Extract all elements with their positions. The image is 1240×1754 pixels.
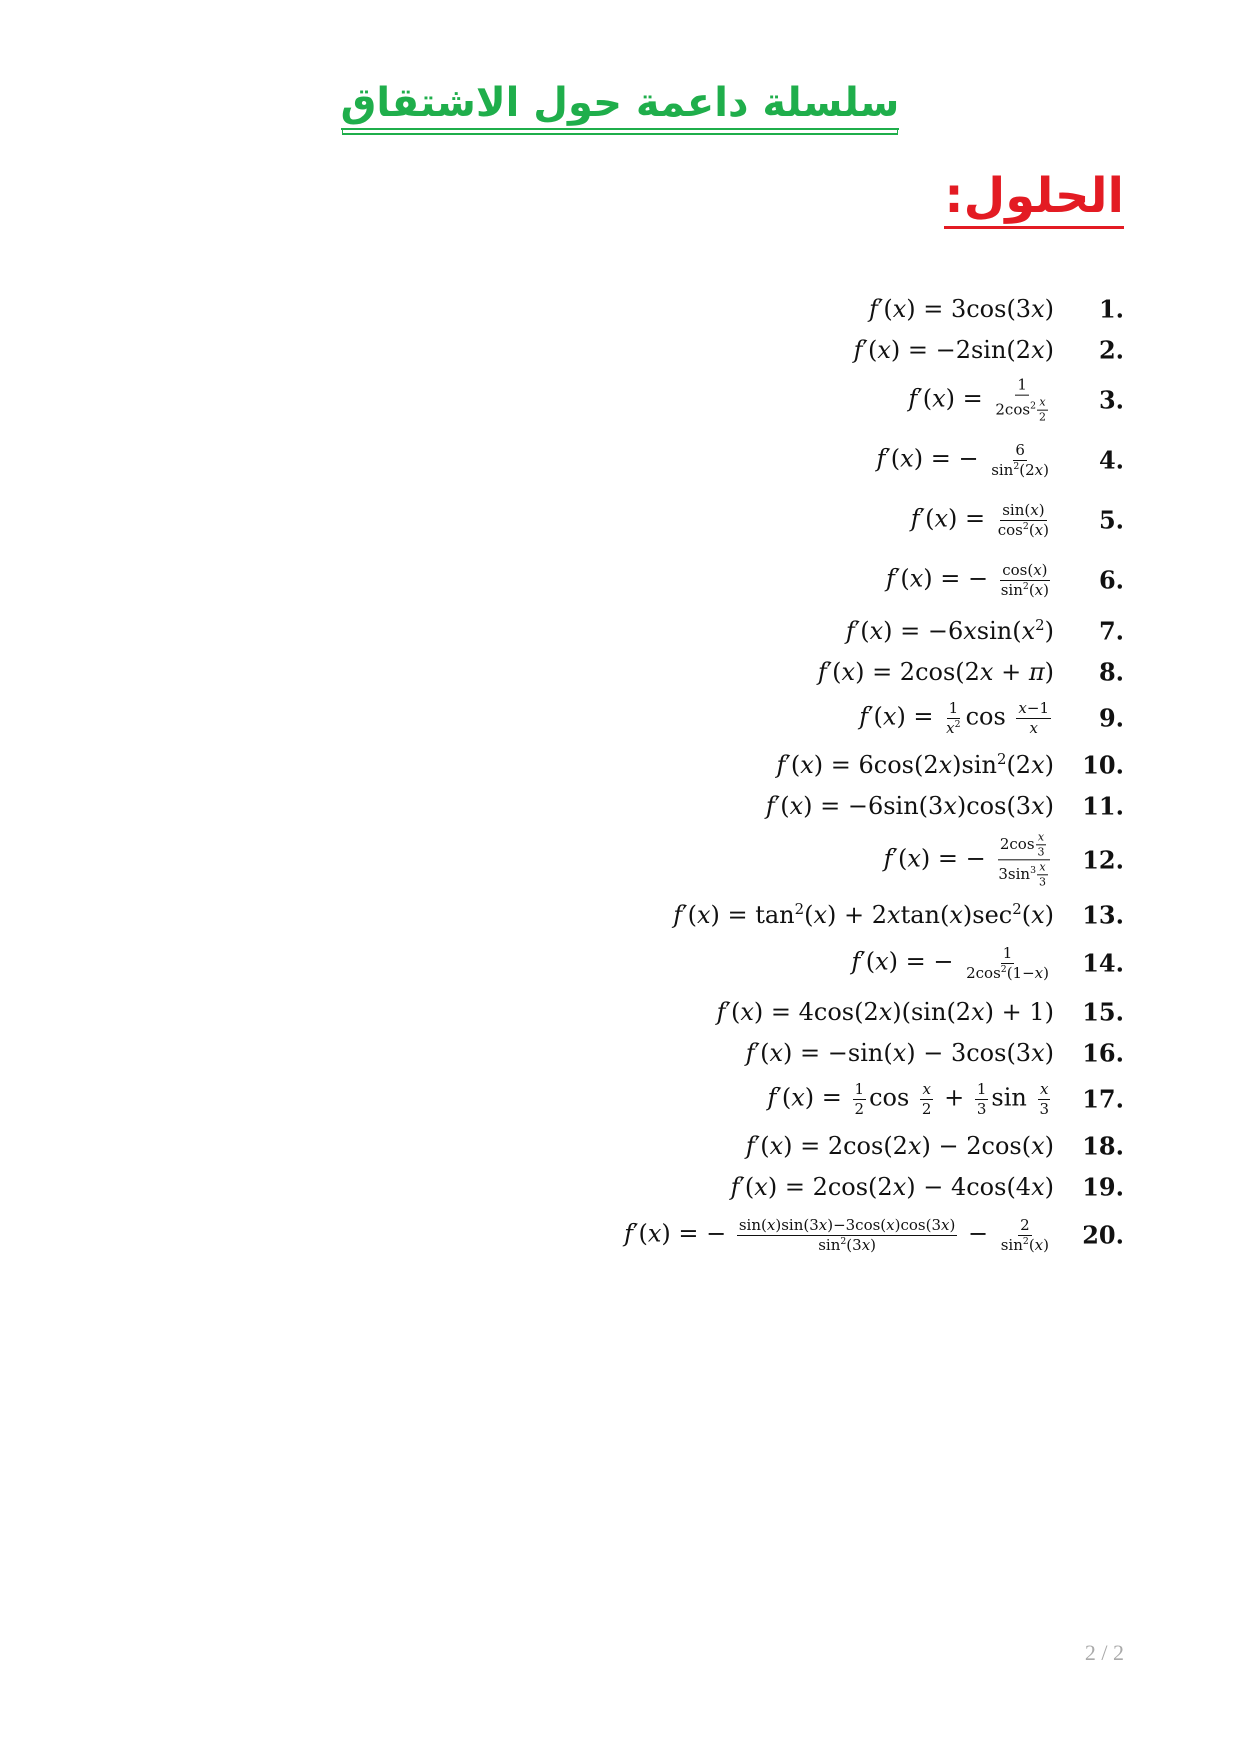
solution-formula: $f'(x) = \tan^2(x) + 2xtan(x)\sec^2(x)$ [673,899,1054,929]
solution-row [0,894,1240,935]
solution-formula: f′(x) = − 2cos $\frac{x}{3}$ $3\sin^3$ $\frac{x}{3}$ [884,831,1054,888]
solution-row [0,550,1240,610]
solution-formula: f′(x) = − $\frac{\sin(x)\sin(3x)-3\cos(x)\cos(3x)}{\sin^2(3x)}$ − $\frac{2}{\sin^2(x)}$ [624,1216,1049,1254]
solution-number: .19 [1082,1172,1124,1201]
solution-formula: f′(x) = 3cos(3x) [868,294,1054,323]
solution-formula: f′(x) = − $\frac{\cos(x)}{\sin^2(x)}$ [886,561,1049,599]
solution-number: .10 [1082,750,1124,779]
solutions-list [0,288,1240,1263]
document-title-text: سلسلة داعمة حول الاشتقاق [341,80,900,130]
solution-number: .12 [1082,845,1124,875]
solution-row [0,490,1240,550]
solution-formula: f′(x) = − $\frac{1}{2\cos^2(1-x)}$ [851,944,1049,982]
page-indicator: 2 / 2 [1084,1640,1124,1665]
solution-number: .1 [1098,294,1124,323]
solution-number: .17 [1082,1084,1124,1114]
solution-formula: f′(x) = $\frac{1}{x^2}$ cos $\frac{x-1}{x}$ [859,699,1049,737]
solution-row [0,785,1240,826]
document-title [0,80,1240,130]
solution-formula: $f'(x) = -6xsin(x^2)$ [845,615,1054,645]
solution-row [0,370,1240,430]
solution-row [0,1125,1240,1166]
solution-row [0,329,1240,370]
solution-row [0,744,1240,785]
solution-formula: f′(x) = 1 $2\cos^2$ $\frac{x}{2}$ [908,375,1046,424]
solutions-heading-text: الحلول: [944,168,1124,229]
solution-row [0,610,1240,651]
solution-row [0,430,1240,490]
solution-number: .4 [1098,445,1124,475]
solution-row [0,991,1240,1032]
solution-formula: f′(x) = −sin(x) − 3cos(3x) [745,1038,1054,1067]
solution-row [0,935,1240,991]
solution-row [0,1073,1240,1125]
solution-formula: f′(x) = − $\frac{6}{\sin^2(2x)}$ [876,441,1049,479]
solution-number: .20 [1082,1220,1124,1250]
solution-number: .13 [1082,900,1124,929]
solution-number: .3 [1098,385,1124,415]
solution-formula: f′(x) = 4cos(2x)(sin(2x) + 1) [716,997,1054,1026]
solution-number: .2 [1098,335,1124,364]
solution-formula: f′(x) = 2cos(2x) − 4cos(4x) [730,1172,1054,1201]
solution-formula: f′(x) = 2cos(2x + π) [817,657,1054,686]
solution-number: .9 [1098,703,1124,733]
solution-formula: $f'(x) = 6\cos(2x)\sin^2(2x)$ [776,749,1054,779]
solution-formula: f′(x) = 2cos(2x) − 2cos(x) [745,1131,1054,1160]
solution-row [0,1032,1240,1073]
solution-row [0,651,1240,692]
solution-number: .11 [1082,791,1124,820]
solution-formula: f′(x) = −6sin(3x)cos(3x) [765,791,1054,820]
solution-row [0,1166,1240,1207]
solution-number: .18 [1082,1131,1124,1160]
solution-row [0,826,1240,894]
solution-number: .8 [1098,657,1124,686]
solution-number: .7 [1098,616,1124,645]
solution-number: .6 [1098,565,1124,595]
solution-row [0,1207,1240,1263]
solution-number: .14 [1082,948,1124,978]
solutions-heading [944,168,1124,224]
solution-formula: f′(x) = $\frac{1}{2}$ cos $\frac{x}{2}$ + $\frac{1}{3}$ sin $\frac{x}{3}$ [767,1080,1049,1118]
solution-row [0,288,1240,329]
solution-number: .15 [1082,997,1124,1026]
solution-number: .16 [1082,1038,1124,1067]
solution-formula: f′(x) = −2sin(2x) [853,335,1054,364]
solution-formula: f′(x) = $\frac{\sin(x)}{\cos^2(x)}$ [910,501,1049,539]
solution-row [0,692,1240,744]
solution-number: .5 [1098,505,1124,535]
